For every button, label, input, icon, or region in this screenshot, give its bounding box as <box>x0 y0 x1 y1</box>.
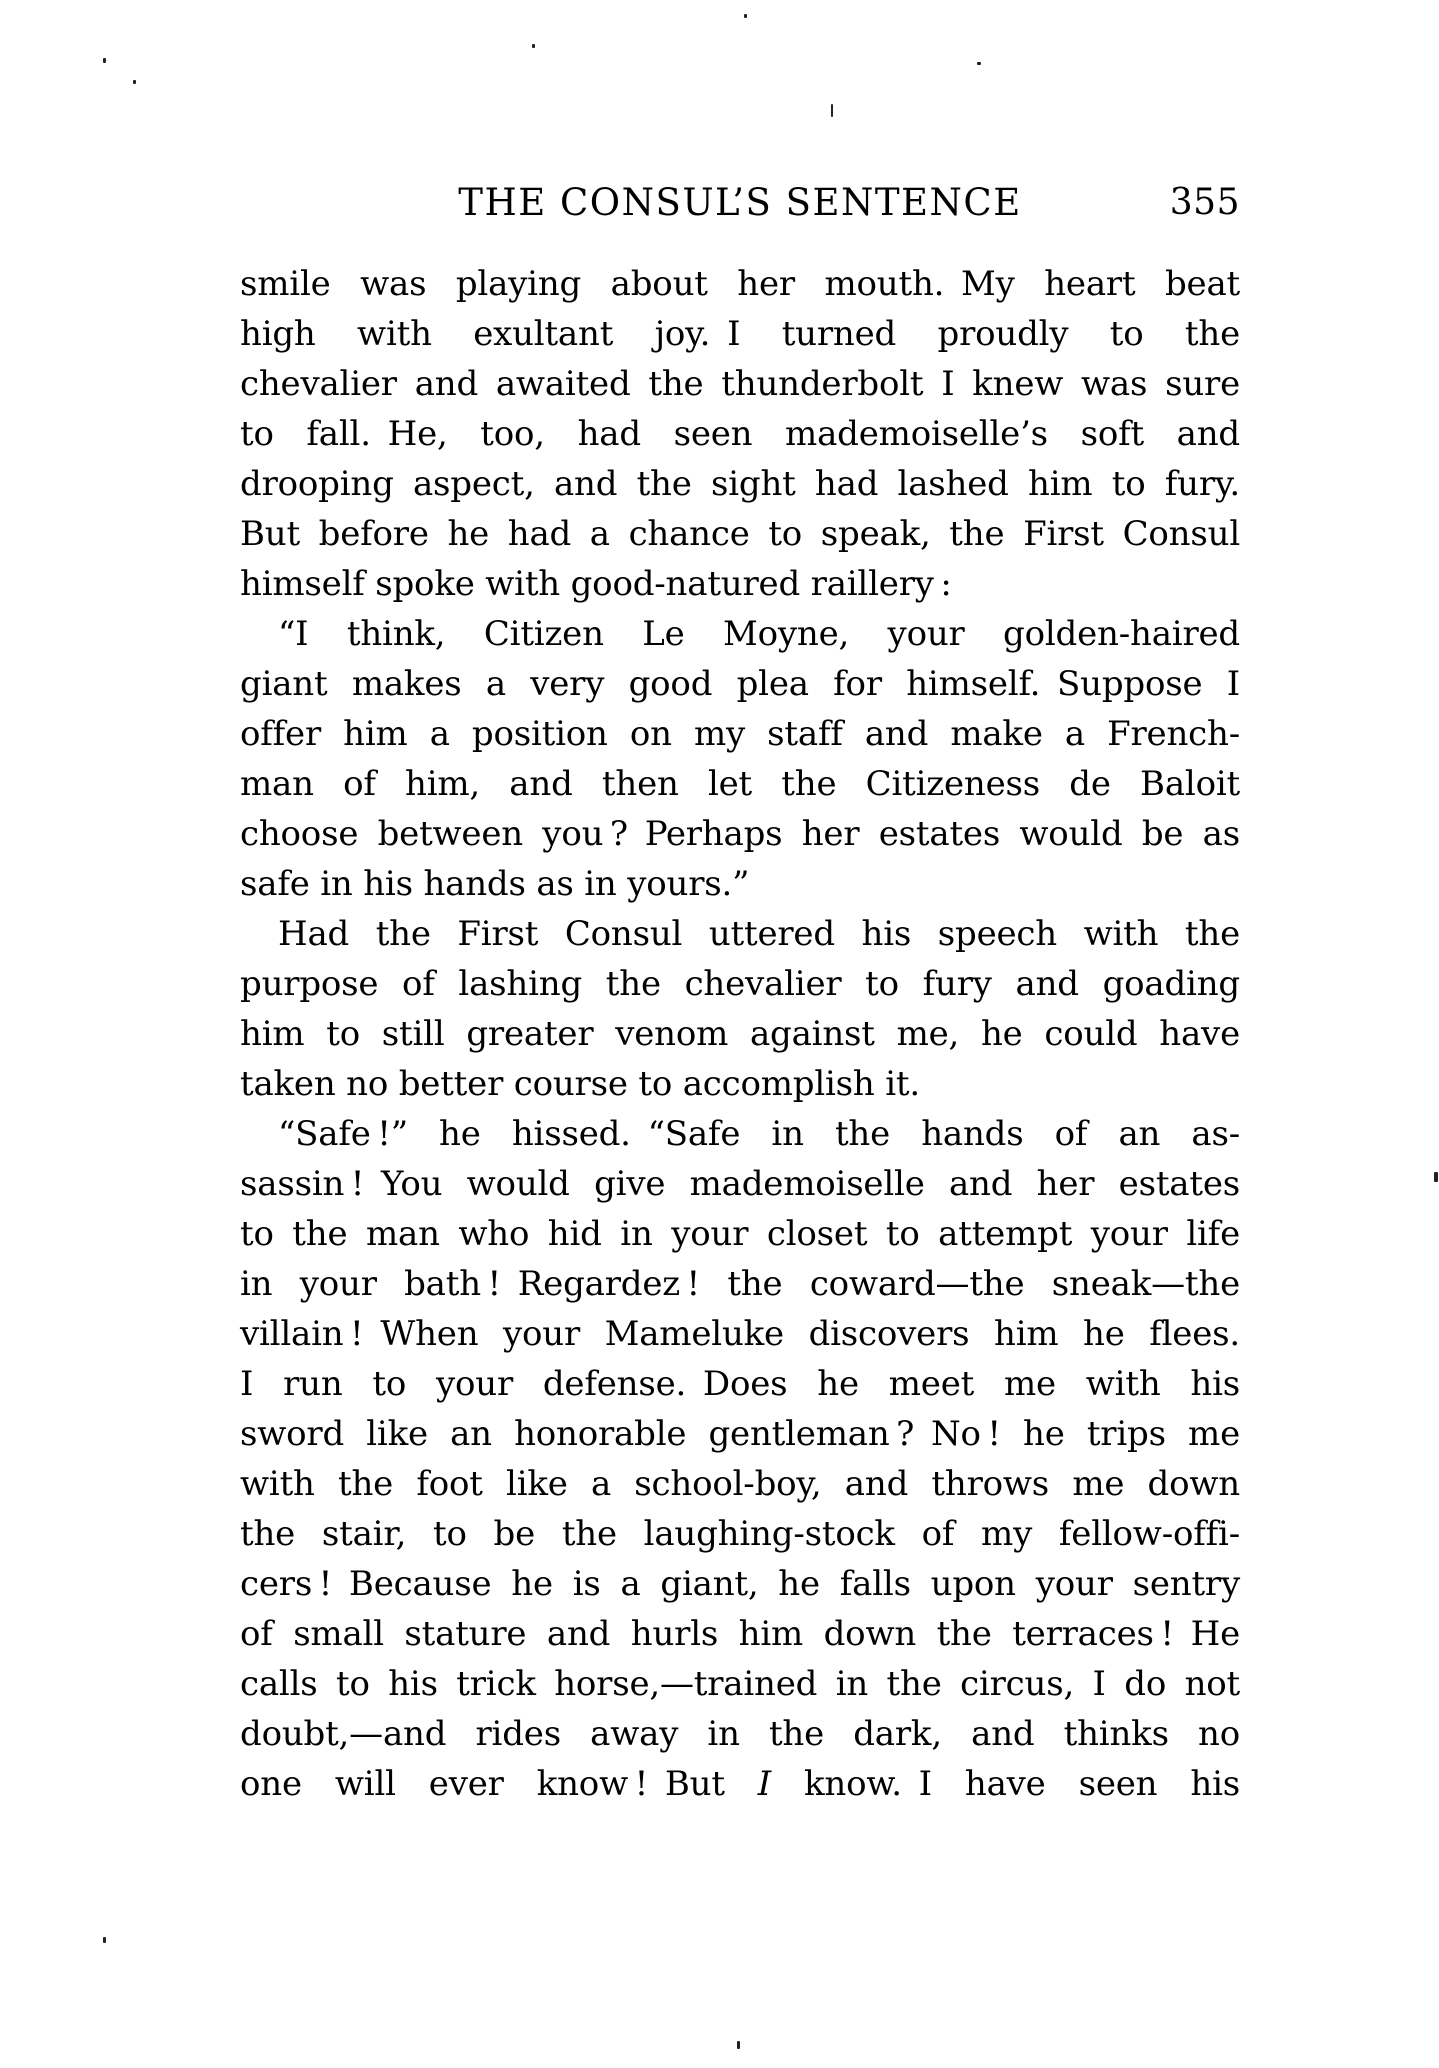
text-line: cers ! Because he is a giant, he falls upon your sentry <box>240 1564 1240 1604</box>
text-line: in your bath ! Regardez ! the coward—the sneak—the <box>240 1264 1240 1304</box>
scan-speck <box>1434 1172 1438 1182</box>
text-line: But before he had a chance to speak, the First Consul <box>240 514 1240 554</box>
scan-speck <box>532 44 535 48</box>
scan-speck <box>977 62 981 65</box>
scan-speck <box>103 58 106 63</box>
scan-speck <box>133 80 136 84</box>
text-line: with the foot like a school-boy, and throws me down <box>240 1464 1240 1504</box>
text-line <box>240 1759 1240 1809</box>
text-segment: one will ever know ! But <box>240 1764 758 1804</box>
text-line: high with exultant joy. I turned proudly to the <box>240 314 1240 354</box>
scan-speck <box>103 1937 106 1943</box>
text-line: man of him, and then let the Citizeness de Baloit <box>240 764 1240 804</box>
text-line: himself spoke with good-natured raillery : <box>240 564 952 604</box>
chapter-title: THE CONSUL’S SENTENCE <box>458 181 1022 224</box>
text-line: safe in his hands as in yours.” <box>240 864 750 904</box>
text-line: I run to your defense. Does he meet me with his <box>240 1364 1240 1404</box>
text-line: offer him a position on my staff and make a French- <box>240 714 1240 754</box>
italic-text: I <box>757 1764 772 1804</box>
scan-speck <box>737 2041 740 2049</box>
text-line: smile was playing about her mouth. My heart beat <box>240 264 1240 304</box>
text-line: purpose of lashing the chevalier to fury and goading <box>240 964 1240 1004</box>
text-line: “Safe !” he hissed. “Safe in the hands of an as- <box>278 1114 1240 1154</box>
text-line: sassin ! You would give mademoiselle and her estates <box>240 1164 1240 1204</box>
text-line: drooping aspect, and the sight had lashed him to fury. <box>240 464 1240 504</box>
text-line: “I think, Citizen Le Moyne, your golden-haired <box>278 614 1240 654</box>
text-line: giant makes a very good plea for himself. Suppose I <box>240 664 1240 704</box>
text-line: the stair, to be the laughing-stock of my fellow-offi- <box>240 1514 1240 1554</box>
text-segment: know. I have seen his <box>771 1764 1240 1804</box>
text-line: him to still greater venom against me, he could have <box>240 1014 1240 1054</box>
page-body <box>240 259 1240 1809</box>
text-line: choose between you ? Perhaps her estates would be as <box>240 814 1240 854</box>
text-line: sword like an honorable gentleman ? No ! he trips me <box>240 1414 1240 1454</box>
page-number: 355 <box>1169 182 1240 223</box>
scan-speck <box>744 14 747 18</box>
text-line: taken no better course to accomplish it. <box>240 1064 920 1104</box>
text-line: to fall. He, too, had seen mademoiselle’s soft and <box>240 414 1240 454</box>
running-header <box>240 180 1240 226</box>
text-line: chevalier and awaited the thunderbolt I knew was sure <box>240 364 1240 404</box>
text-line: calls to his trick horse,—trained in the circus, I do not <box>240 1664 1240 1704</box>
text-line: villain ! When your Mameluke discovers him he flees. <box>240 1314 1240 1354</box>
text-line: doubt,—and rides away in the dark, and thinks no <box>240 1714 1240 1754</box>
text-line: of small stature and hurls him down the terraces ! He <box>240 1614 1240 1654</box>
text-line: Had the First Consul uttered his speech with the <box>278 914 1240 954</box>
text-line: to the man who hid in your closet to attempt your life <box>240 1214 1240 1254</box>
scan-speck <box>831 104 833 117</box>
